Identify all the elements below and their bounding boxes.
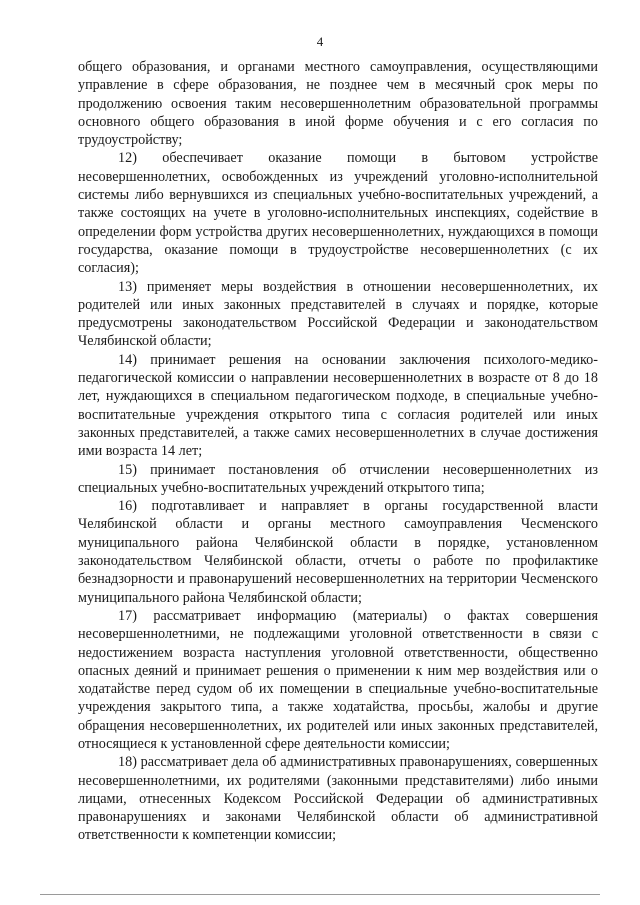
paragraph-item-18: 18) рассматривает дела об административных правонарушениях, совершенных несовершеннолетними, их родителями (законными представителями) либо иными лицами, отнесенных Кодексом Российской Федерации об административных правонарушениях и законами Челябинской области об административной ответственности к компетенции комиссии; <box>78 754 598 844</box>
page-number: 4 <box>316 34 324 49</box>
paragraph-continuation: общего образования, и органами местного самоуправления, осуществляющими управление в сфере образования, не позднее чем в месячный срок меры по продолжению освоения таким несовершеннолетним образовательной программы основного общего образования в иной форме обучения и с его согласия по трудоустройству; <box>78 59 598 149</box>
paragraph-item-14: 14) принимает решения на основании заключения психолого-медико-педагогической комиссии о направлении несовершеннолетних в возрасте от 8 до 18 лет, нуждающихся в специальном педагогическом подходе, в специальные учебно-воспитательные учреждения открытого типа с согласия родителей или иных законных представителей, а также самих несовершеннолетних в случае достижения ими возраста 14 лет; <box>78 351 598 460</box>
paragraph-item-17: 17) рассматривает информацию (материалы) о фактах совершения несовершеннолетними, не подлежащими уголовной ответственности в связи с недостижением возраста наступления уголовной ответственности, общественно опасных деяний и принимает решения о применении к ним мер воздействия или о ходатайстве перед судом об их помещении в специальные учебно-воспитательные учреждения закрытого типа, а также ходатайства, просьбы, жалобы и другие обращения несовершеннолетних, их родителей или иных законных представителей, относящиеся к установленной сфере деятельности комиссии; <box>78 607 598 752</box>
paragraph-item-16: 16) подготавливает и направляет в органы государственной власти Челябинской области и органы местного самоуправления Чесменского муниципального района Челябинской области в порядке, установленном законодательством Челябинской области, отчеты о работе по профилактике безнадзорности и правонарушений несовершеннолетних на территории Чесменского муниципального района Челябинской области; <box>78 498 598 606</box>
document-body <box>78 58 598 845</box>
paragraph-item-12: 12) обеспечивает оказание помощи в бытовом устройстве несовершеннолетних, освобожденных из учреждений уголовно-исполнительной системы либо вернувшихся из специальных учебно-воспитательных учреждений, а также состоящих на учете в уголовно-исполнительных инспекциях, содействие в определении форм устройства других несовершеннолетних, нуждающихся в помощи государства, оказание помощи в трудоустройстве несовершеннолетних (с их согласия); <box>78 150 598 277</box>
paragraph-item-15: 15) принимает постановления об отчислении несовершеннолетних из специальных учебно-воспитательных учреждений открытого типа; <box>78 461 598 496</box>
footer-divider <box>40 894 600 895</box>
paragraph-item-13: 13) применяет меры воздействия в отношении несовершеннолетних, их родителей или иных законных представителей в случаях и порядке, которые предусмотрены законодательством Российской Федерации и законодательством Челябинской области; <box>78 278 598 350</box>
